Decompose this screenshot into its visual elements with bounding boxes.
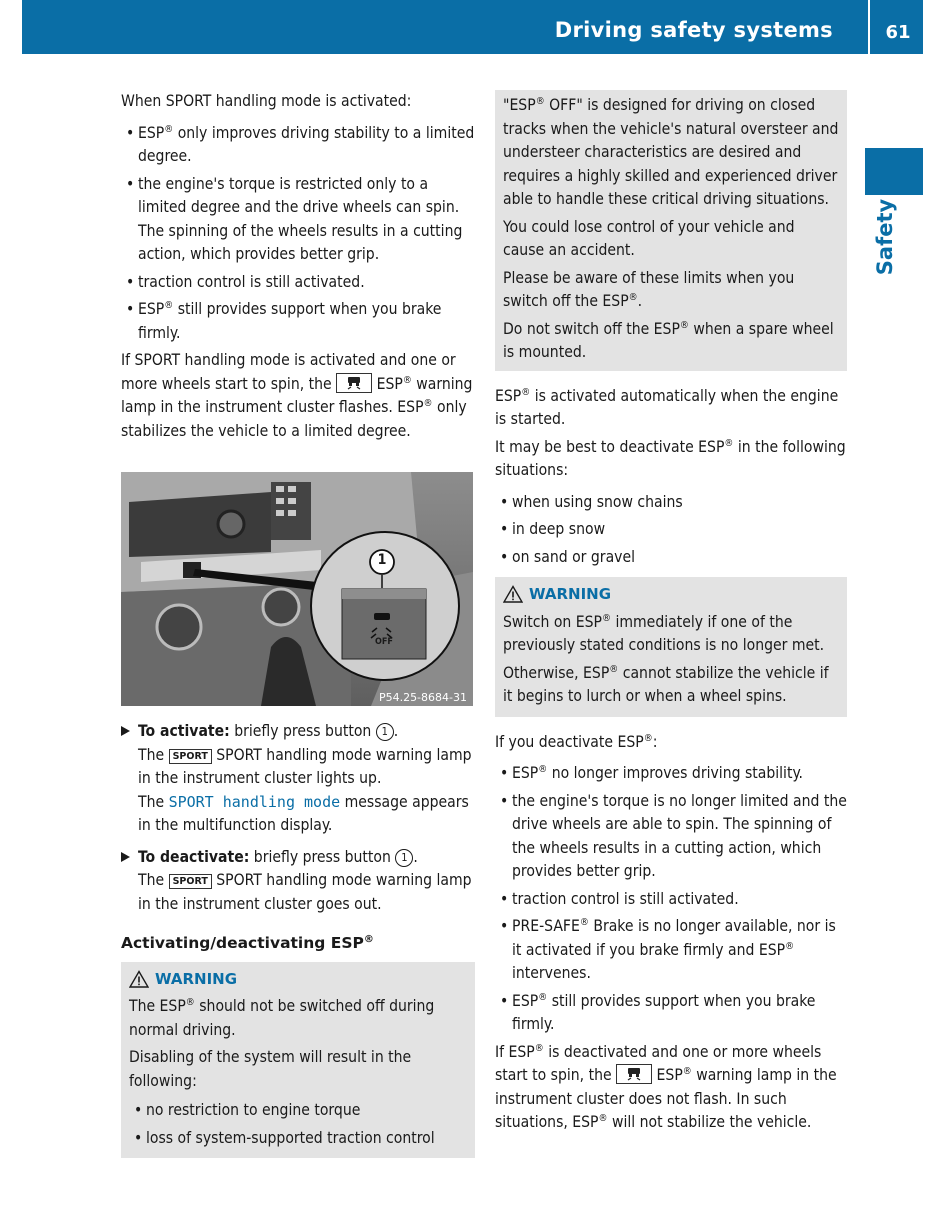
section-tab bbox=[865, 148, 923, 195]
warning-triangle-icon bbox=[129, 970, 149, 988]
esp-off-notice-box: "ESP® OFF" is designed for driving on closed tracks when the vehicle's natural oversteer and understeer characteristics are desired and requires a highly skilled and experienced driver able to handle these critical driving situations. You could lose control of your vehicle and cause an accident. Please be aware of these limits when you switch off the ESP®. Do not switch off the ESP® when a spare wheel is mounted. bbox=[495, 90, 847, 371]
page-header bbox=[22, 0, 923, 54]
paragraph: ESP® is activated automatically when the engine is started. bbox=[495, 386, 839, 428]
list-item: • on sand or gravel bbox=[500, 547, 635, 566]
list-item: • in deep snow bbox=[500, 520, 606, 538]
page-number: 61 bbox=[885, 22, 911, 43]
chapter-title: Driving safety systems bbox=[554, 18, 833, 42]
list-item: • no restriction to engine torque bbox=[134, 1101, 361, 1119]
esp-warning-lamp-icon bbox=[336, 373, 372, 393]
list-item: • when using snow chains bbox=[500, 492, 683, 511]
figure-code: P54.25-8684-31 bbox=[378, 691, 467, 704]
warning-triangle-icon bbox=[503, 585, 523, 603]
warning-text: The ESP® should not be switched off during normal driving. bbox=[129, 996, 435, 1039]
list-item: • ESP® still provides support when you brake firmly. bbox=[500, 991, 816, 1033]
warning-box bbox=[121, 962, 475, 1159]
list-item: • ESP® still provides support when you brake firmly. bbox=[126, 299, 442, 342]
list-item: • loss of system-supported traction control bbox=[134, 1128, 435, 1147]
esp-off-button-label: OFF bbox=[375, 637, 393, 647]
list-item: • the engine's torque is restricted only to a limited degree and the drive wheels can spin. The spinning of the wheels results in a cutting action, which provides better grip. bbox=[126, 174, 463, 263]
list-item: • ESP® only improves driving stability to a limited degree. bbox=[126, 123, 475, 165]
warning-box: WARNING Switch on ESP® immediately if one of the previously stated conditions is no longer met. Otherwise, ESP® cannot stabilize the vehicle if it begins to lurch or when a wheel spins. bbox=[495, 577, 847, 717]
center-console-photo bbox=[121, 472, 473, 706]
left-column-bottom bbox=[121, 720, 475, 1158]
paragraph: If ESP® is deactivated and one or more wheels start to spin, the ESP® warning lamp in the instrument cluster does not flash. In such situations, ESP® will not stabilize the vehicle. bbox=[495, 1042, 837, 1131]
deactivate-step: To deactivate: briefly press button 1 . The SPORT SPORT handling mode warning lamp in the instrument cluster goes out. bbox=[121, 846, 475, 917]
warning-heading: WARNING bbox=[503, 583, 839, 607]
section-heading: Activating/deactivating ESP® bbox=[121, 933, 374, 952]
list-item: • ESP® no longer improves driving stability. bbox=[500, 763, 803, 782]
list-item: • PRE-SAFE® Brake is no longer available, nor is it activated if you brake firmly and ESP® intervenes. bbox=[500, 916, 836, 982]
callout-number: 1 bbox=[377, 552, 387, 568]
warning-heading: WARNING bbox=[129, 968, 467, 992]
section-tab-label: Safety bbox=[873, 198, 897, 276]
step-arrow-icon bbox=[121, 852, 130, 862]
display-message: SPORT handling mode bbox=[168, 792, 341, 811]
paragraph: If you deactivate ESP®: bbox=[495, 732, 658, 751]
esp-warning-lamp-icon bbox=[616, 1064, 652, 1084]
intro-text: When SPORT handling mode is activated: bbox=[121, 92, 412, 110]
sport-indicator-icon: SPORT bbox=[169, 749, 212, 764]
step-arrow-icon bbox=[121, 726, 130, 736]
paragraph: It may be best to deactivate ESP® in the following situations: bbox=[495, 437, 846, 479]
list-item: • traction control is still activated. bbox=[126, 272, 365, 291]
header-divider bbox=[868, 0, 870, 54]
right-column bbox=[495, 90, 847, 1139]
list-item: • traction control is still activated. bbox=[500, 889, 739, 908]
button-number-badge: 1 bbox=[376, 723, 394, 741]
list-item: • the engine's torque is no longer limited and the drive wheels are able to spin. The spinning of the wheels results in a cutting action, which provides better grip. bbox=[500, 791, 847, 880]
left-column-top bbox=[121, 90, 475, 447]
sport-spin-paragraph: If SPORT handling mode is activated and one or more wheels start to spin, the ESP® warning lamp in the instrument cluster flashes. ESP® only stabilizes the vehicle to a limited degree. bbox=[121, 351, 473, 440]
button-number-badge: 1 bbox=[395, 849, 413, 867]
sport-indicator-icon: SPORT bbox=[169, 874, 212, 889]
warning-text: Disabling of the system will result in the following: bbox=[129, 1048, 412, 1090]
activate-step: To activate: briefly press button 1 . The SPORT SPORT handling mode warning lamp in the instrument cluster lights up. The SPORT handling mode message appears in the multifunction display. bbox=[121, 720, 475, 838]
